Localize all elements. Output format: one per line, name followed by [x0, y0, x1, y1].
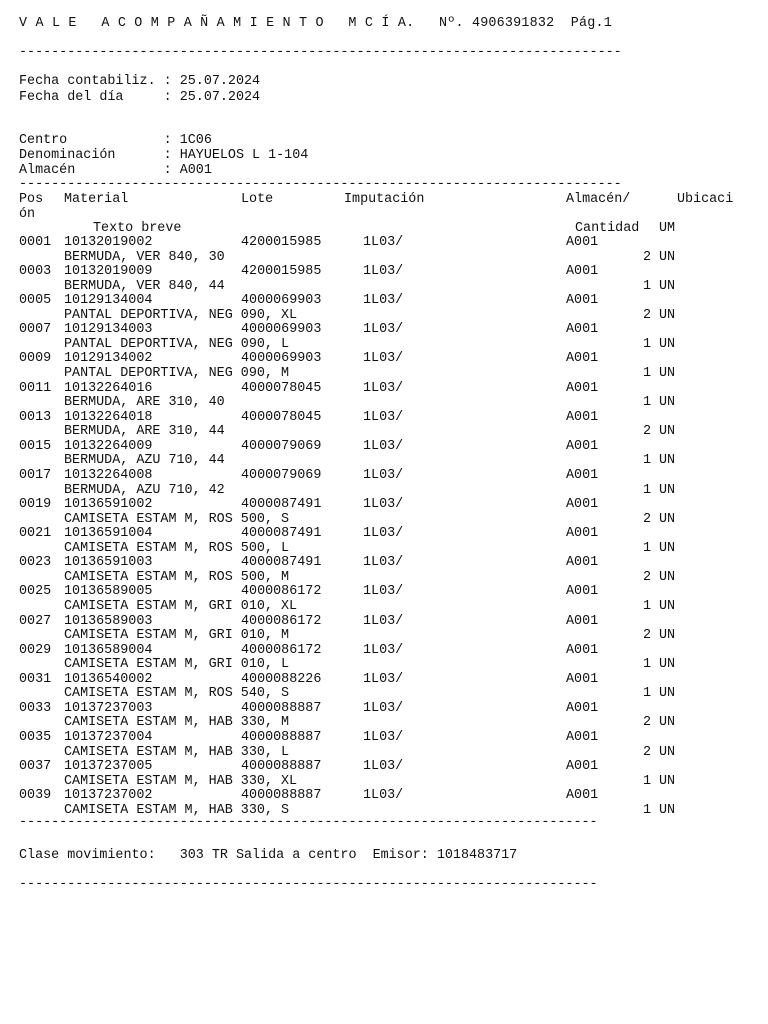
row-lote: 4000087491 — [241, 555, 322, 571]
row-um: UN — [659, 395, 676, 411]
row-um: UN — [659, 628, 676, 644]
row-cantidad: 2 — [642, 511, 651, 527]
table-row — [19, 236, 619, 251]
row-um: UN — [659, 773, 676, 789]
row-um: UN — [659, 540, 676, 556]
row-material: 10136591002 — [64, 497, 153, 513]
row-cantidad: 1 — [642, 366, 651, 382]
table-row-detail — [19, 775, 699, 790]
row-cantidad: 1 — [642, 773, 651, 789]
table-row-detail — [19, 571, 699, 586]
row-cantidad: 2 — [642, 424, 651, 440]
table-row — [19, 615, 619, 630]
table-row-detail — [19, 513, 699, 528]
table-row — [19, 731, 619, 746]
row-texto-breve: CAMISETA ESTAM M, GRI 010, L — [64, 657, 289, 673]
row-lote: 4000086172 — [241, 584, 322, 600]
row-pos: 0005 — [19, 293, 52, 309]
movement-line: Clase movimiento: 303 TR Salida a centro Emisor: 1018483717 — [19, 848, 518, 863]
row-almacen: A001 — [566, 613, 599, 629]
header-material: Material — [64, 192, 129, 207]
table-row — [19, 556, 619, 571]
row-texto-breve: CAMISETA ESTAM M, HAB 330, M — [64, 715, 289, 731]
row-um: UN — [659, 336, 676, 352]
row-imputacion: 1L03/ — [363, 438, 404, 454]
warehouse-line: Almacén : A001 — [19, 163, 212, 178]
table-row — [19, 789, 619, 804]
row-material: 10132019009 — [64, 264, 153, 280]
header-imputacion: Imputación — [344, 192, 425, 207]
row-texto-breve: CAMISETA ESTAM M, ROS 500, S — [64, 511, 289, 527]
table-row-detail — [19, 280, 699, 295]
header-ubicacion-wrap: ón — [19, 207, 36, 222]
row-um: UN — [659, 366, 676, 382]
row-cantidad: 1 — [642, 395, 651, 411]
row-lote: 4000078045 — [241, 380, 322, 396]
row-material: 10129134003 — [64, 322, 153, 338]
table-row-detail — [19, 425, 699, 440]
row-um: UN — [659, 715, 676, 731]
row-pos: 0031 — [19, 671, 52, 687]
row-material: 10136540002 — [64, 671, 153, 687]
row-almacen: A001 — [566, 438, 599, 454]
row-lote: 4000079069 — [241, 467, 322, 483]
table-row — [19, 644, 619, 659]
row-almacen: A001 — [566, 700, 599, 716]
row-texto-breve: PANTAL DEPORTIVA, NEG 090, M — [64, 366, 289, 382]
row-um: UN — [659, 657, 676, 673]
row-material: 10129134004 — [64, 293, 153, 309]
row-imputacion: 1L03/ — [363, 380, 404, 396]
row-texto-breve: BERMUDA, AZU 710, 44 — [64, 453, 225, 469]
denomination-line: Denominación : HAYUELOS L 1-104 — [19, 148, 309, 163]
row-almacen: A001 — [566, 671, 599, 687]
row-texto-breve: CAMISETA ESTAM M, HAB 330, S — [64, 802, 289, 818]
row-lote: 4000069903 — [241, 351, 322, 367]
row-imputacion: 1L03/ — [363, 671, 404, 687]
table-row — [19, 265, 619, 280]
row-lote: 4000088887 — [241, 759, 322, 775]
header-lote: Lote — [241, 192, 274, 207]
row-material: 10137237005 — [64, 759, 153, 775]
row-imputacion: 1L03/ — [363, 584, 404, 600]
row-lote: 4000088887 — [241, 700, 322, 716]
table-row-detail — [19, 309, 699, 324]
row-lote: 4000087491 — [241, 497, 322, 513]
row-almacen: A001 — [566, 409, 599, 425]
row-lote: 4000088887 — [241, 788, 322, 804]
center-line: Centro : 1C06 — [19, 133, 212, 148]
row-texto-breve: CAMISETA ESTAM M, GRI 010, M — [64, 628, 289, 644]
row-um: UN — [659, 599, 676, 614]
row-imputacion: 1L03/ — [363, 788, 404, 804]
table-row — [19, 440, 619, 455]
row-almacen: A001 — [566, 235, 599, 250]
row-imputacion: 1L03/ — [363, 409, 404, 425]
table-row — [19, 294, 619, 309]
row-um: UN — [659, 686, 676, 702]
document-title: V A L E A C O M P A Ñ A M I E N T O M C Í A. Nº. 4906391832 Pág.1 — [19, 16, 612, 31]
row-texto-breve: CAMISETA ESTAM M, ROS 540, S — [64, 686, 289, 702]
row-material: 10136591003 — [64, 555, 153, 571]
row-material: 10136589003 — [64, 613, 153, 629]
row-texto-breve: PANTAL DEPORTIVA, NEG 090, XL — [64, 307, 298, 323]
row-almacen: A001 — [566, 351, 599, 367]
row-cantidad: 2 — [642, 249, 651, 265]
table-row-detail — [19, 658, 699, 673]
header-texto-breve: Texto breve — [93, 221, 182, 236]
table-row — [19, 585, 619, 600]
row-imputacion: 1L03/ — [363, 759, 404, 775]
row-material: 10137237003 — [64, 700, 153, 716]
header-almacen: Almacén/ — [566, 192, 631, 207]
table-row — [19, 760, 619, 775]
row-imputacion: 1L03/ — [363, 730, 404, 746]
row-lote: 4000069903 — [241, 293, 322, 309]
row-almacen: A001 — [566, 526, 599, 542]
table-row-detail — [19, 396, 699, 411]
row-imputacion: 1L03/ — [363, 264, 404, 280]
table-row-detail — [19, 484, 699, 499]
row-imputacion: 1L03/ — [363, 322, 404, 338]
row-cantidad: 1 — [642, 278, 651, 294]
row-pos: 0019 — [19, 497, 52, 513]
row-material: 10132264009 — [64, 438, 153, 454]
row-um: UN — [659, 569, 676, 585]
table-row-detail — [19, 629, 699, 644]
row-lote: 4000086172 — [241, 642, 322, 658]
row-almacen: A001 — [566, 293, 599, 309]
table-rule-top: --------------------------------------------------------------------------- — [19, 177, 622, 192]
row-lote: 4000079069 — [241, 438, 322, 454]
posting-date: Fecha contabiliz. : 25.07.2024 — [19, 74, 261, 89]
row-pos: 0007 — [19, 322, 52, 338]
row-imputacion: 1L03/ — [363, 700, 404, 716]
row-cantidad: 2 — [642, 307, 651, 323]
row-cantidad: 2 — [642, 569, 651, 585]
header-pos: Pos — [19, 192, 44, 207]
table-row-detail — [19, 746, 699, 761]
row-cantidad: 1 — [642, 540, 651, 556]
row-um: UN — [659, 802, 676, 818]
table-row-detail — [19, 367, 699, 382]
header-um: UM — [659, 221, 676, 236]
row-um: UN — [659, 424, 676, 440]
row-material: 10129134002 — [64, 351, 153, 367]
row-pos: 0001 — [19, 235, 52, 250]
table-row — [19, 469, 619, 484]
row-texto-breve: CAMISETA ESTAM M, ROS 500, L — [64, 540, 289, 556]
row-imputacion: 1L03/ — [363, 642, 404, 658]
row-pos: 0015 — [19, 438, 52, 454]
row-texto-breve: CAMISETA ESTAM M, GRI 010, XL — [64, 599, 298, 614]
row-cantidad: 1 — [642, 686, 651, 702]
row-pos: 0033 — [19, 700, 52, 716]
row-cantidad: 1 — [642, 482, 651, 498]
header-cantidad: Cantidad — [575, 221, 640, 236]
row-almacen: A001 — [566, 264, 599, 280]
row-lote: 4000069903 — [241, 322, 322, 338]
row-pos: 0029 — [19, 642, 52, 658]
row-um: UN — [659, 482, 676, 498]
row-cantidad: 2 — [642, 628, 651, 644]
row-pos: 0025 — [19, 584, 52, 600]
row-material: 10132264008 — [64, 467, 153, 483]
row-cantidad: 1 — [642, 453, 651, 469]
row-texto-breve: CAMISETA ESTAM M, HAB 330, XL — [64, 773, 298, 789]
row-almacen: A001 — [566, 497, 599, 513]
row-pos: 0013 — [19, 409, 52, 425]
table-row — [19, 527, 619, 542]
row-cantidad: 2 — [642, 715, 651, 731]
row-imputacion: 1L03/ — [363, 526, 404, 542]
row-almacen: A001 — [566, 730, 599, 746]
row-cantidad: 1 — [642, 802, 651, 818]
row-material: 10132264018 — [64, 409, 153, 425]
row-lote: 4000088887 — [241, 730, 322, 746]
row-imputacion: 1L03/ — [363, 351, 404, 367]
row-cantidad: 1 — [642, 336, 651, 352]
table-row — [19, 382, 619, 397]
row-imputacion: 1L03/ — [363, 497, 404, 513]
row-um: UN — [659, 307, 676, 323]
row-imputacion: 1L03/ — [363, 555, 404, 571]
row-material: 10136591004 — [64, 526, 153, 542]
row-almacen: A001 — [566, 555, 599, 571]
row-material: 10136589004 — [64, 642, 153, 658]
row-cantidad: 1 — [642, 599, 651, 614]
header-rule: --------------------------------------------------------------------------- — [19, 45, 622, 60]
row-almacen: A001 — [566, 759, 599, 775]
table-row — [19, 498, 619, 513]
row-material: 10132264016 — [64, 380, 153, 396]
day-date: Fecha del día : 25.07.2024 — [19, 90, 261, 105]
row-material: 10132019002 — [64, 235, 153, 250]
table-row-detail — [19, 600, 699, 615]
footer-rule: ------------------------------------------------------------------------ — [19, 877, 598, 892]
row-cantidad: 2 — [642, 744, 651, 760]
row-material: 10137237002 — [64, 788, 153, 804]
table-row — [19, 702, 619, 717]
table-row-detail — [19, 716, 699, 731]
row-almacen: A001 — [566, 584, 599, 600]
row-texto-breve: BERMUDA, VER 840, 30 — [64, 249, 225, 265]
row-pos: 0021 — [19, 526, 52, 542]
row-imputacion: 1L03/ — [363, 467, 404, 483]
row-pos: 0003 — [19, 264, 52, 280]
row-imputacion: 1L03/ — [363, 293, 404, 309]
table-row-detail — [19, 542, 699, 557]
row-pos: 0023 — [19, 555, 52, 571]
table-row — [19, 352, 619, 367]
row-lote: 4200015985 — [241, 235, 322, 250]
row-lote: 4000088226 — [241, 671, 322, 687]
row-texto-breve: CAMISETA ESTAM M, HAB 330, L — [64, 744, 289, 760]
row-almacen: A001 — [566, 467, 599, 483]
row-texto-breve: BERMUDA, AZU 710, 42 — [64, 482, 225, 498]
row-almacen: A001 — [566, 380, 599, 396]
row-material: 10136589005 — [64, 584, 153, 600]
row-um: UN — [659, 511, 676, 527]
table-rule-bottom: ------------------------------------------------------------------------ — [19, 815, 598, 831]
row-lote: 4000087491 — [241, 526, 322, 542]
row-lote: 4000078045 — [241, 409, 322, 425]
row-texto-breve: BERMUDA, ARE 310, 44 — [64, 424, 225, 440]
row-texto-breve: BERMUDA, ARE 310, 40 — [64, 395, 225, 411]
table-header-row — [19, 193, 759, 208]
row-pos: 0037 — [19, 759, 52, 775]
row-um: UN — [659, 278, 676, 294]
row-almacen: A001 — [566, 642, 599, 658]
table-row — [19, 323, 619, 338]
row-texto-breve: BERMUDA, VER 840, 44 — [64, 278, 225, 294]
row-um: UN — [659, 453, 676, 469]
row-almacen: A001 — [566, 322, 599, 338]
table-row — [19, 673, 619, 688]
row-um: UN — [659, 249, 676, 265]
row-lote: 4200015985 — [241, 264, 322, 280]
table-row-detail — [19, 338, 699, 353]
row-um: UN — [659, 744, 676, 760]
table-row-detail — [19, 687, 699, 702]
table-row-detail — [19, 251, 699, 266]
row-lote: 4000086172 — [241, 613, 322, 629]
header-ubicacion: Ubicaci — [677, 192, 734, 207]
row-pos: 0017 — [19, 467, 52, 483]
row-pos: 0011 — [19, 380, 52, 396]
table-row — [19, 411, 619, 426]
row-texto-breve: PANTAL DEPORTIVA, NEG 090, L — [64, 336, 289, 352]
row-pos: 0009 — [19, 351, 52, 367]
row-almacen: A001 — [566, 788, 599, 804]
row-imputacion: 1L03/ — [363, 235, 404, 250]
row-material: 10137237004 — [64, 730, 153, 746]
row-pos: 0035 — [19, 730, 52, 746]
table-row-detail — [19, 454, 699, 469]
row-texto-breve: CAMISETA ESTAM M, ROS 500, M — [64, 569, 289, 585]
row-cantidad: 1 — [642, 657, 651, 673]
row-imputacion: 1L03/ — [363, 613, 404, 629]
row-pos: 0039 — [19, 788, 52, 804]
row-pos: 0027 — [19, 613, 52, 629]
